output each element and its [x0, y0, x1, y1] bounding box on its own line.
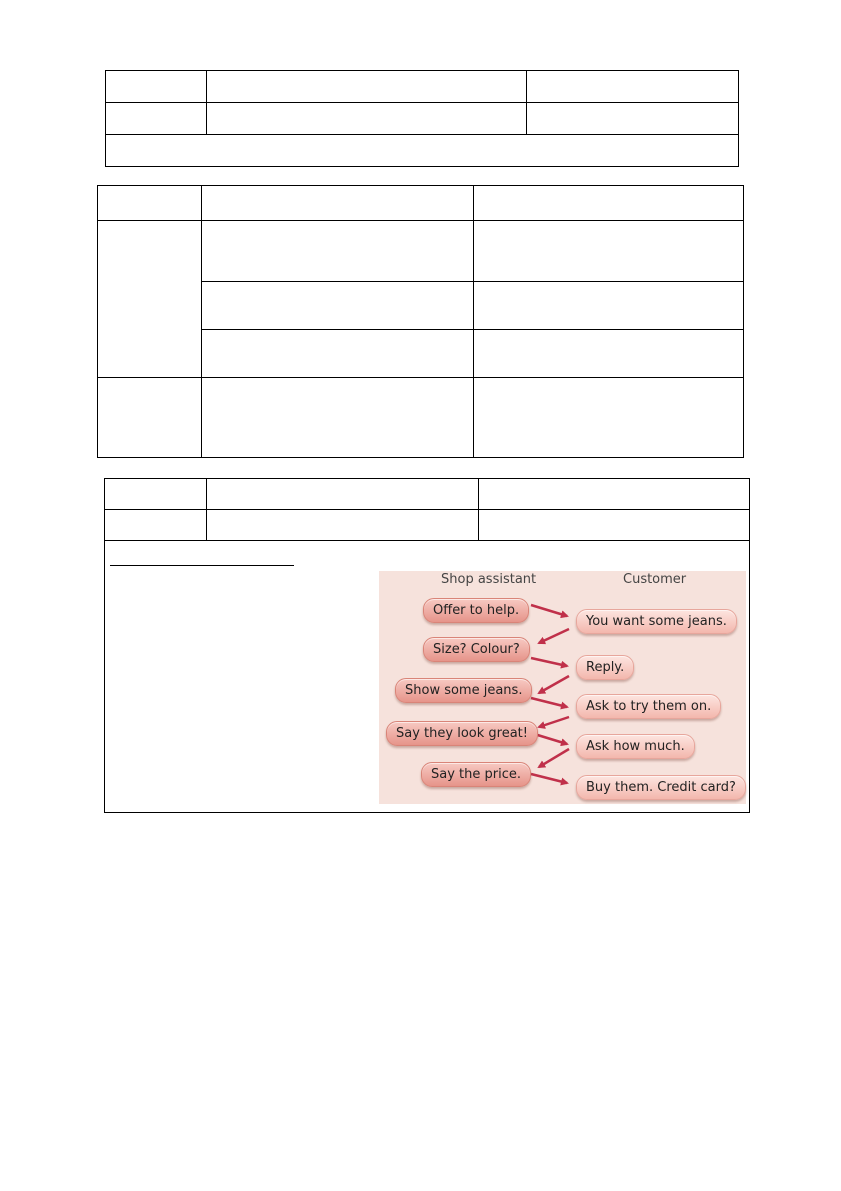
table-cell: [479, 510, 750, 541]
table-cell: [474, 330, 744, 378]
table-cell: [105, 479, 207, 510]
header-table: [105, 70, 739, 167]
table-cell: [474, 221, 744, 282]
dialogue-flow-diagram: [379, 571, 746, 804]
table-cell: [207, 103, 527, 135]
arrow: [539, 629, 569, 643]
table-cell: [98, 221, 202, 378]
table-cell: [202, 330, 474, 378]
arrow: [531, 658, 567, 666]
table-cell: [106, 71, 207, 103]
table-cell: [527, 71, 739, 103]
customer-header: Customer: [623, 572, 687, 587]
table-cell: [479, 479, 750, 510]
table-cell: [202, 378, 474, 458]
shop-assistant-step: Say the price.: [421, 762, 531, 787]
blank-underline: [110, 565, 294, 566]
arrow: [539, 717, 569, 727]
lesson-table: [97, 185, 744, 458]
table-cell: [106, 135, 739, 167]
table-cell: [202, 221, 474, 282]
arrow: [531, 698, 567, 707]
shop-assistant-header: Shop assistant: [441, 572, 537, 587]
table-cell: [474, 186, 744, 221]
table-cell: [202, 186, 474, 221]
table-cell: [207, 510, 479, 541]
table-cell: [202, 282, 474, 330]
shop-assistant-step: Size? Colour?: [423, 637, 530, 662]
customer-step: Reply.: [576, 655, 634, 680]
arrow: [539, 676, 569, 693]
shop-assistant-step: Show some jeans.: [395, 678, 532, 703]
table-cell: [474, 378, 744, 458]
table-cell: [207, 479, 479, 510]
arrow: [539, 749, 569, 767]
shop-assistant-step: Offer to help.: [423, 598, 529, 623]
customer-step: Buy them. Credit card?: [576, 775, 746, 800]
table-cell: [98, 378, 202, 458]
customer-step: You want some jeans.: [576, 609, 737, 634]
table-cell: [98, 186, 202, 221]
table-cell: [527, 103, 739, 135]
customer-step: Ask to try them on.: [576, 694, 721, 719]
table-cell: [474, 282, 744, 330]
table-cell: [106, 103, 207, 135]
table-cell: [105, 510, 207, 541]
shop-assistant-step: Say they look great!: [386, 721, 538, 746]
customer-step: Ask how much.: [576, 734, 695, 759]
table-cell: [207, 71, 527, 103]
arrow: [531, 774, 567, 783]
arrow: [531, 605, 567, 616]
